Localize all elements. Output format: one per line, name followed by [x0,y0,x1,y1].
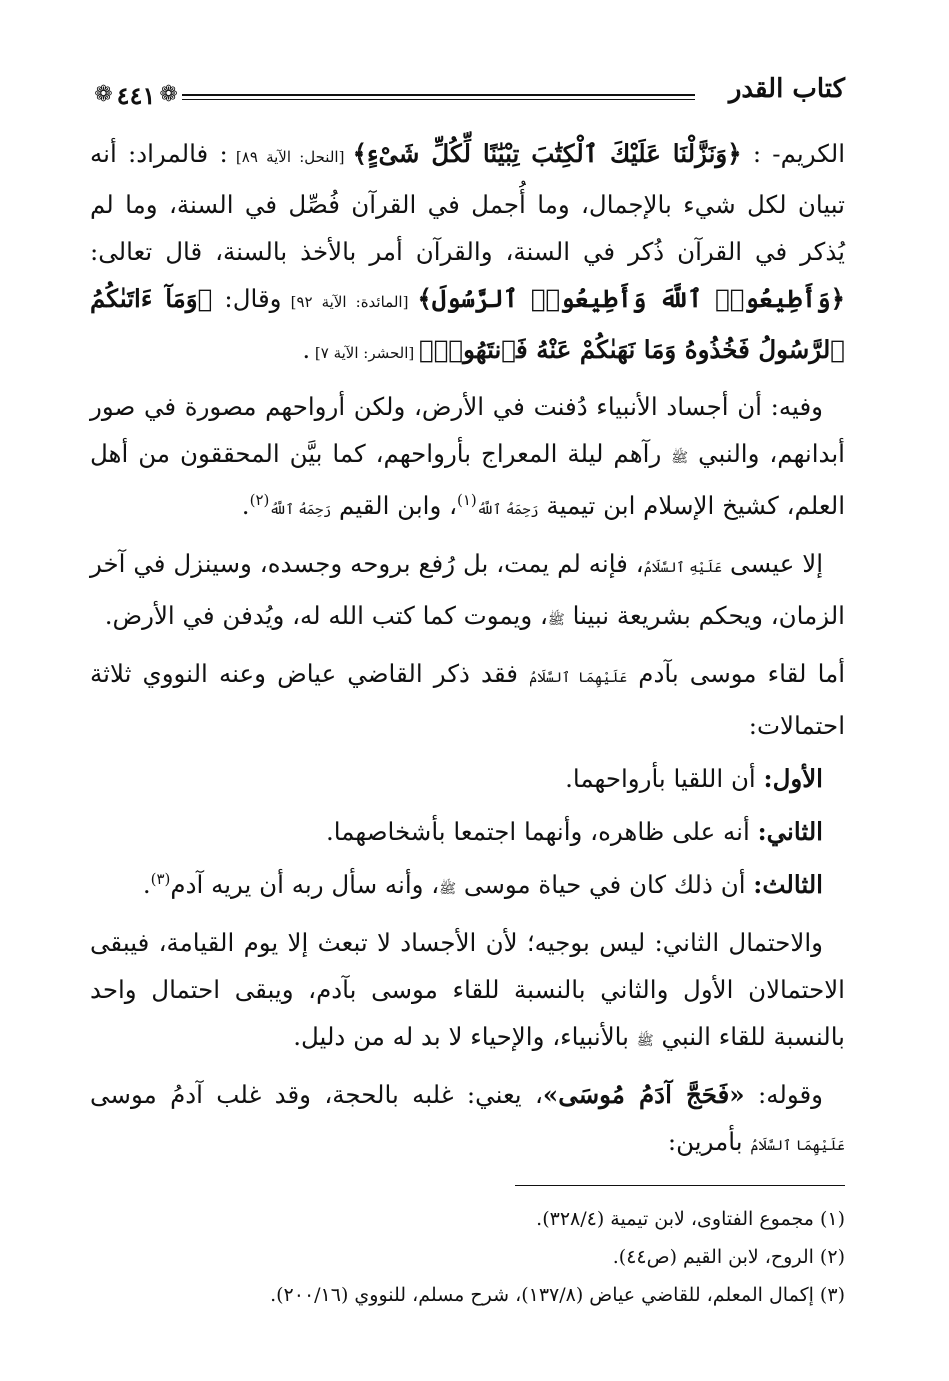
text-run: ، وابن القيم [331,491,457,520]
text-run: رآهم ليلة المعراج بأرواحهم، كما بيَّن المحققون من أهل العلم، كشيخ الإسلام ابن تيمية [90,439,845,520]
footnote-marker[interactable]: (٣) [150,869,171,888]
footnote-marker[interactable]: (٢) [249,490,270,509]
text-run: بالأنبياء، والإحياء لا بد له من دليل. [293,1022,637,1051]
paragraph-2 [90,383,845,534]
quran-verse: ﴿وَأَطِيعُوا۟ ٱللَّهَ وَأَطِيعُوا۟ ٱلرَّسُولَ﴾ [417,284,846,313]
text-run: . [241,491,250,520]
verse-reference: [الحشر: الآية ٧] [310,344,420,362]
footnote-3: (٣) إكمال المعلم، للقاضي عياض (١٣٧/٨)، شرح مسلم، للنووي (٢٠٠/١٦). [270,1284,845,1306]
paragraph-8 [90,919,845,1065]
footnote-1: (١) مجموع الفتاوى، لابن تيمية (٣٢٨/٤). [536,1208,845,1230]
text-run: . [302,335,311,364]
paragraph-3 [90,540,845,644]
text-run: فقد ذكر القاضي عياض وعنه النووي ثلاثة احتمالات: [90,659,845,740]
honorific-glyph: عَلَيْهِمَا ٱلسَّلَامُ [529,670,628,686]
list-label: الأول: [763,764,823,793]
honorific-glyph: رَحِمَهُ ٱللَّهُ [269,502,332,518]
main-text [90,130,845,1176]
footnote-separator [515,1185,845,1186]
header-rule-thin [182,99,695,100]
text-run: : فالمراد: أنه تبيان لكل شيء بالإجمال، وما أُجمل في القرآن فُصِّل في السنة، وما لم يُذكر في القرآن ذُكر في السنة، والقرآن أمر بالأخذ بالسنة، قال تعالى: [90,139,845,266]
text-run: . [142,870,151,899]
footnote-marker[interactable]: (١) [456,490,477,509]
paragraph-1 [90,130,845,377]
honorific-glyph: ﷺ [671,450,689,466]
text-run: ، فإنه لم يمت، بل رُفع بروحه وجسده، وسينزل في آخر الزمان، ويحكم بشريعة نبينا [90,549,845,630]
text-run: وقوله: [744,1080,824,1109]
honorific-glyph: ﷺ [439,881,457,897]
honorific-glyph: ﷺ [547,612,565,628]
honorific-glyph: عَلَيْهِ ٱلسَّلَامُ [643,560,723,576]
header-rule [182,94,695,96]
paragraph-first-possibility [90,755,845,802]
honorific-glyph: عَلَيْهِمَا ٱلسَّلَامُ [750,1138,845,1154]
list-label: الثاني: [757,817,823,846]
page-number: ٤٤١ [116,80,156,110]
quran-verse: ﴿وَنَزَّلْنَا عَلَيْكَ ٱلْكِتَٰبَ تِبْيَٰنًا لِّكُلِّ شَىْءٍ﴾ [352,139,742,168]
paragraph-4 [90,650,845,749]
book-page [90,60,845,1341]
text-run: أن ذلك كان في حياة موسى [456,870,754,899]
ornament-right-icon: ❁ [159,82,178,107]
paragraph-third-possibility [90,861,845,913]
honorific-glyph: رَحِمَهُ ٱللَّهُ [476,502,539,518]
text-run: الكريم- : [741,139,846,168]
text-run: أنه على ظاهره، وأنهما اجتمعا بأشخاصهما. [326,817,758,846]
list-label: الثالث: [753,870,823,899]
text-run: إلا عيسى [722,549,824,578]
verse-reference: [المائدة: الآية ٩٢] [281,293,418,311]
text-run: ، ويموت كما كتب الله له، ويُدفن في الأرض. [104,601,548,630]
page-header [90,60,845,120]
book-title: كتاب القدر [728,74,845,104]
text-run: ، يعني: غلبه بالحجة، وقد غلب آدمُ موسى [90,1080,543,1109]
page-number-ornament [90,72,182,118]
text-run: أما لقاء موسى بآدم [627,659,846,688]
text-run: بأمرين: [667,1127,751,1156]
paragraph-second-possibility [90,808,845,855]
quran-verse: ﴿وَمَآ ءَاتَىٰكُمُ ٱلرَّسُولُ فَخُذُوهُ وَمَا نَهَىٰكُمْ عَنْهُ فَٱنتَهُوا۟﴾ [90,284,845,364]
paragraph-9 [90,1071,845,1170]
verse-reference: [النحل: الآية ٨٩] [227,148,353,166]
text-run: وفيه: أن أجساد الأنبياء دُفنت في الأرض، ولكن أرواحهم مصورة في صور أبدانهم، والنبي [90,392,845,468]
text-run: ، وأنه سأل ربه أن يريه آدم [170,870,440,899]
text-run: والاحتمال الثاني: ليس بوجيه؛ لأن الأجساد لا تبعث إلا يوم القيامة، فيبقى الاحتمالان الأول والثاني بالنسبة للقاء موسى بآدم، ويبقى احتمال واحد بالنسبة للقاء النبي [90,928,845,1051]
hadith-quote: «فَحَجَّ آدَمُ مُوسَى» [542,1080,745,1109]
footnote-2: (٢) الروح، لابن القيم (ص٤٤). [612,1246,845,1268]
text-run: وقال: [212,284,282,313]
text-run: أن اللقيا بأرواحهما. [565,764,764,793]
honorific-glyph: ﷺ [636,1033,654,1049]
footnotes [90,1200,845,1314]
ornament-left-icon: ❁ [94,82,113,107]
